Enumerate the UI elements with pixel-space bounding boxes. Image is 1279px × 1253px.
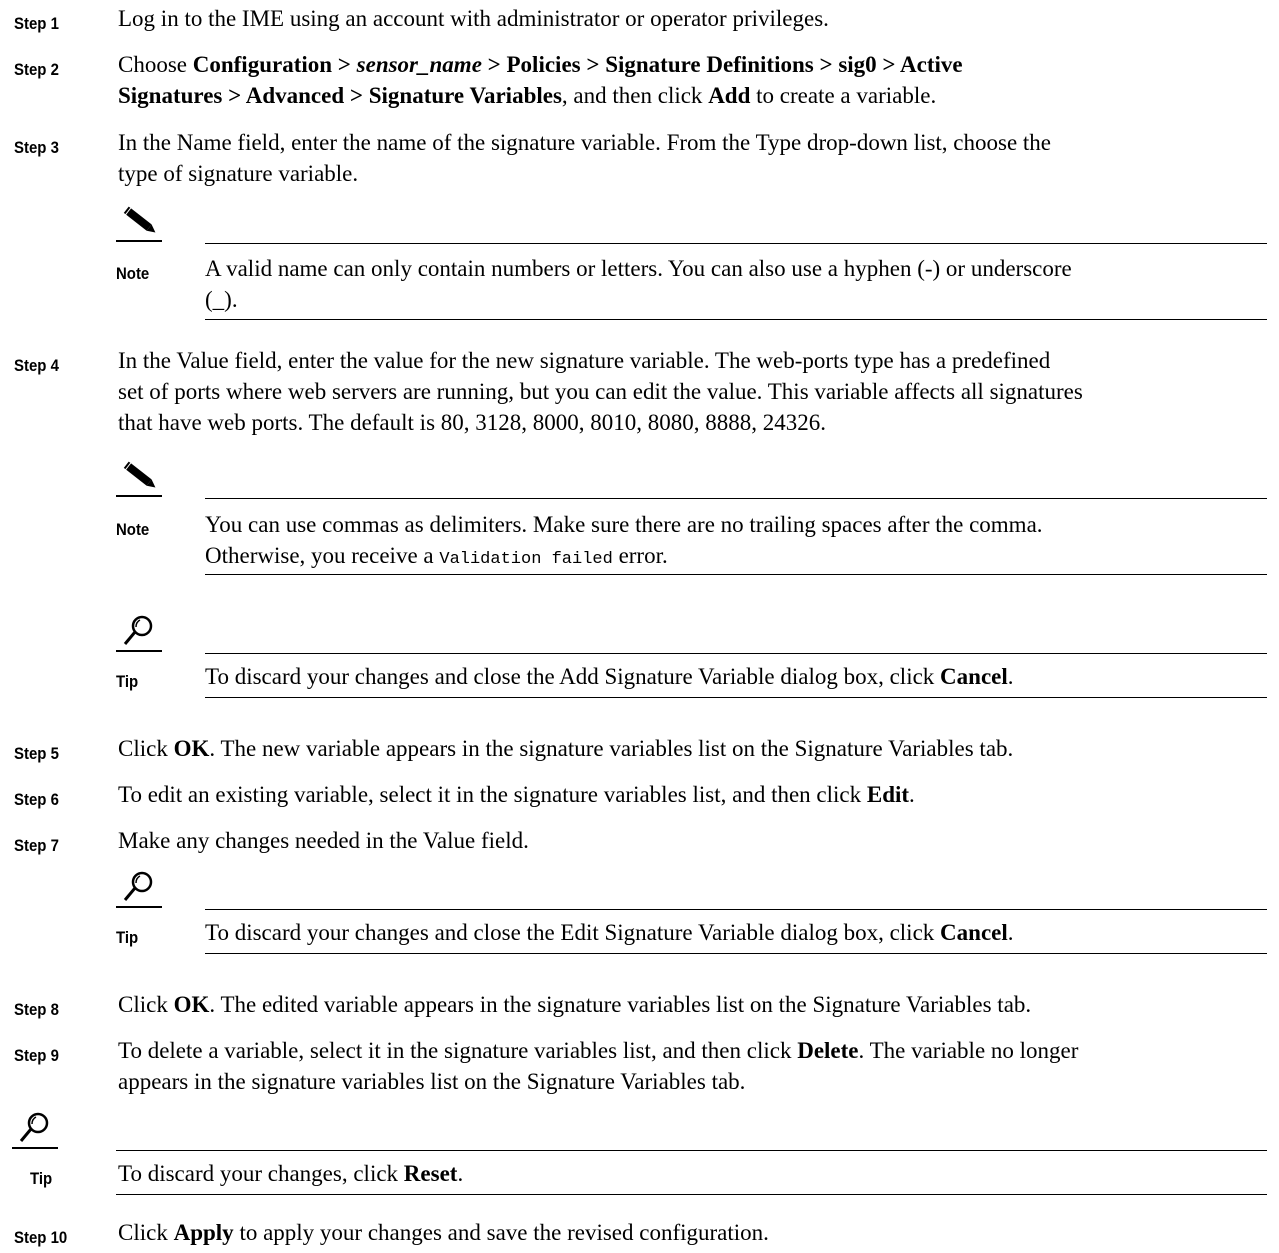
step-label: Step 10 xyxy=(14,1228,68,1247)
step-text xyxy=(118,989,1265,1020)
text-run: Click xyxy=(118,736,174,761)
menu-path: > Policies > Signature Definitions > sig0 > Active xyxy=(481,52,963,77)
menu-path-variable: sensor_name xyxy=(356,52,482,77)
text-line: appears in the signature variables list on the Signature Variables tab. xyxy=(118,1069,746,1094)
menu-path: Configuration > xyxy=(192,52,357,77)
note-text xyxy=(205,253,1265,315)
note-label: Note xyxy=(116,520,150,539)
tip-text xyxy=(205,917,1265,948)
step-label: Step 2 xyxy=(14,60,59,79)
text-line: type of signature variable. xyxy=(118,161,359,186)
step-text: Make any changes needed in the Value field. xyxy=(118,828,529,853)
text-run: To delete a variable, select it in the signature variables list, and then click xyxy=(118,1038,798,1063)
magnifier-icon xyxy=(116,615,164,653)
step-label: Step 9 xyxy=(14,1046,59,1065)
text-run: . The edited variable appears in the signature variables list on the Signature Variables tab. xyxy=(209,992,1032,1017)
text-run: . The variable no longer xyxy=(858,1038,1079,1063)
tip-rule xyxy=(116,1194,1267,1195)
text-line: A valid name can only contain numbers or letters. You can also use a hyphen (-) or underscore xyxy=(205,256,1072,281)
note-text xyxy=(205,509,1265,575)
text-run: To discard your changes and close the Add Signature Variable dialog box, click xyxy=(205,664,941,689)
text-run: To edit an existing variable, select it in the signature variables list, and then click xyxy=(118,782,867,807)
button-reference: Cancel xyxy=(940,664,1008,689)
button-reference: OK xyxy=(173,992,210,1017)
step-label: Step 8 xyxy=(14,1000,59,1019)
button-reference: Apply xyxy=(173,1220,234,1245)
text-run: , and then click xyxy=(561,83,709,108)
step-label: Step 6 xyxy=(14,790,59,809)
text-run: . xyxy=(1007,664,1014,689)
text-line: set of ports where web servers are running, but you can edit the value. This variable affects all signatures xyxy=(118,379,1083,404)
pencil-icon xyxy=(116,205,164,243)
button-reference: Reset xyxy=(403,1161,458,1186)
step-label: Step 5 xyxy=(14,744,59,763)
text-run: . xyxy=(457,1161,464,1186)
step-text xyxy=(118,49,1265,111)
text-line: In the Value field, enter the value for the new signature variable. The web-ports type has a predefined xyxy=(118,348,1051,373)
step-label: Step 4 xyxy=(14,356,59,375)
text-run: error. xyxy=(612,543,668,568)
pencil-icon xyxy=(116,460,164,498)
magnifier-icon xyxy=(116,871,164,909)
step-text xyxy=(118,1035,1265,1097)
tip-rule xyxy=(116,1150,1267,1151)
tip-rule xyxy=(205,953,1267,954)
step-label: Step 7 xyxy=(14,836,59,855)
text-run: Click xyxy=(118,1220,174,1245)
text-run: Choose xyxy=(118,52,193,77)
tip-label: Tip xyxy=(30,1169,53,1188)
text-run: to apply your changes and save the revised configuration. xyxy=(233,1220,769,1245)
text-line: (_). xyxy=(205,287,238,312)
button-reference: Delete xyxy=(797,1038,859,1063)
tip-label: Tip xyxy=(116,672,139,691)
text-run: Otherwise, you receive a xyxy=(205,543,440,568)
step-text xyxy=(118,779,1265,810)
text-run: To discard your changes and close the Edit Signature Variable dialog box, click xyxy=(205,920,941,945)
text-line: In the Name field, enter the name of the signature variable. From the Type drop-down list, choose the xyxy=(118,130,1052,155)
text-run: . The new variable appears in the signature variables list on the Signature Variables tab. xyxy=(209,736,1014,761)
step-text xyxy=(118,127,1265,189)
tip-rule xyxy=(205,653,1267,654)
note-rule xyxy=(205,574,1267,575)
text-run: . xyxy=(909,782,915,807)
button-reference: Add xyxy=(708,83,751,108)
tip-rule xyxy=(205,909,1267,910)
button-reference: Edit xyxy=(866,782,910,807)
menu-path: Signatures > Advanced > Signature Variables xyxy=(118,83,562,108)
step-text xyxy=(118,345,1265,438)
tip-text xyxy=(118,1158,1265,1189)
step-text xyxy=(118,733,1265,764)
step-text xyxy=(118,1217,1265,1248)
step-text: Log in to the IME using an account with administrator or operator privileges. xyxy=(118,6,829,31)
text-run: Click xyxy=(118,992,174,1017)
text-run: to create a variable. xyxy=(750,83,937,108)
button-reference: Cancel xyxy=(940,920,1008,945)
tip-text xyxy=(205,661,1265,692)
note-rule xyxy=(205,319,1267,320)
magnifier-icon xyxy=(12,1112,60,1150)
text-line: You can use commas as delimiters. Make sure there are no trailing spaces after the comma. xyxy=(205,512,1043,537)
text-line: that have web ports. The default is 80, 3128, 8000, 8010, 8080, 8888, 24326. xyxy=(118,410,827,435)
error-code: Validation failed xyxy=(439,550,613,569)
button-reference: OK xyxy=(173,736,210,761)
text-run: . xyxy=(1007,920,1014,945)
note-rule xyxy=(205,243,1267,244)
text-run: To discard your changes, click xyxy=(118,1161,404,1186)
step-label: Step 1 xyxy=(14,14,59,33)
note-label: Note xyxy=(116,264,150,283)
tip-label: Tip xyxy=(116,928,139,947)
tip-rule xyxy=(205,697,1267,698)
note-rule xyxy=(205,498,1267,499)
step-label: Step 3 xyxy=(14,138,59,157)
